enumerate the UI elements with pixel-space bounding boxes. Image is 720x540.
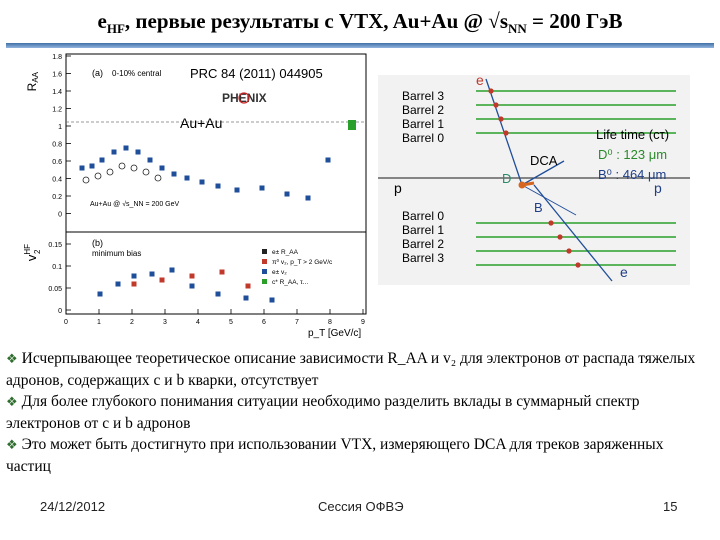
raa-data-points bbox=[80, 146, 331, 201]
legend-entry: e± v₂ bbox=[272, 269, 287, 276]
v2-marker bbox=[244, 296, 249, 301]
v2-red-marker bbox=[132, 282, 137, 287]
raa-marker bbox=[216, 184, 221, 189]
legend-marker bbox=[262, 259, 267, 264]
v2-data-points bbox=[98, 268, 275, 303]
panel-b-frame bbox=[66, 232, 366, 314]
x-tick-label: 9 bbox=[361, 319, 365, 326]
primary-vertex-icon bbox=[519, 182, 526, 189]
bullet-item bbox=[6, 391, 712, 434]
barrel-label-bottom-2: Barrel 2 bbox=[402, 237, 445, 251]
x-tick-label: 5 bbox=[229, 319, 233, 326]
y-ticks-bottom bbox=[48, 242, 71, 315]
slide-title bbox=[0, 0, 720, 42]
electron-label-top: e bbox=[476, 75, 484, 88]
raa-axis-label: RAA bbox=[25, 72, 40, 92]
raa-marker bbox=[80, 166, 85, 171]
raa-marker bbox=[285, 192, 290, 197]
raa-marker bbox=[260, 186, 265, 191]
vtx-diagram-svg bbox=[378, 75, 690, 285]
v2-red-marker bbox=[190, 274, 195, 279]
raa-marker bbox=[326, 158, 331, 163]
barrel-label-top-0: Barrel 3 bbox=[402, 89, 445, 103]
legend-marker bbox=[262, 249, 267, 254]
barrel-label-top-2: Barrel 1 bbox=[402, 117, 445, 131]
panel-b-label: (b) bbox=[92, 238, 103, 248]
v2-red-marker bbox=[246, 284, 251, 289]
y-tick-label: 0 bbox=[58, 308, 62, 315]
y-tick-label: 0.8 bbox=[52, 141, 62, 149]
reference-text: PRC 84 (2011) 044905 bbox=[190, 66, 323, 81]
hit-dot bbox=[557, 234, 562, 239]
dca-label: DCA bbox=[530, 153, 558, 168]
y-tick-label: 0.05 bbox=[48, 286, 62, 293]
track-lower bbox=[534, 185, 612, 281]
legend-entry: e± R_AA bbox=[272, 249, 298, 256]
bullet-item bbox=[6, 348, 712, 391]
v2-marker bbox=[170, 268, 175, 273]
d-meson-label: D bbox=[502, 171, 512, 186]
raa-open-marker bbox=[119, 163, 125, 169]
v2-axis-label: $v^{HF}2$ bbox=[23, 244, 42, 262]
bullet-text: Это может быть достигнуто при использовании VTX, измеряющего DCA для треков заряженных частиц bbox=[6, 436, 664, 475]
x-tick-label: 2 bbox=[130, 319, 134, 326]
slide-footer bbox=[0, 495, 720, 519]
title-sub-nn: NN bbox=[508, 21, 527, 37]
title-e: e bbox=[97, 9, 107, 33]
y-tick-label: 1.8 bbox=[52, 54, 62, 61]
legend-marker bbox=[262, 269, 267, 274]
footer-session: Сессия ОФВЭ bbox=[318, 499, 404, 514]
b-decay-track bbox=[522, 185, 576, 215]
raa-marker bbox=[136, 150, 141, 155]
raa-marker bbox=[112, 150, 117, 155]
bullet-text: Для более глубокого понимания ситуации необходимо разделить вклады в суммарный спектр электронов от c и b адронов bbox=[6, 393, 640, 432]
footer-date: 24/12/2012 bbox=[40, 499, 106, 514]
x-tick-label: 7 bbox=[295, 319, 299, 326]
b0-lifetime: B⁰ : 464 μm bbox=[598, 167, 667, 182]
y-tick-label: 0.1 bbox=[52, 264, 62, 271]
hit-dot bbox=[503, 130, 508, 135]
page-number: 15 bbox=[663, 499, 678, 514]
v2-marker bbox=[116, 282, 121, 287]
hit-dot bbox=[548, 220, 553, 225]
v2-marker bbox=[270, 298, 275, 303]
electron-label-bottom: e bbox=[620, 264, 628, 280]
x-axis-label: p_T [GeV/c] bbox=[308, 328, 362, 339]
barrel-label-bottom-1: Barrel 1 bbox=[402, 223, 445, 237]
y-tick-label: 1.4 bbox=[52, 89, 62, 96]
x-tick-label: 3 bbox=[163, 319, 167, 326]
hit-dot bbox=[493, 102, 498, 107]
legend-entry: c* R_AA, τ... bbox=[272, 279, 309, 286]
y-tick-label: 1.2 bbox=[52, 106, 62, 114]
barrel-label-top-3: Barrel 0 bbox=[402, 131, 445, 145]
title-text: , первые результаты с VTX, Au+Au @ √s bbox=[124, 9, 509, 33]
phenix-logo-text: PHENIX bbox=[222, 91, 267, 105]
normalization-box bbox=[348, 120, 356, 130]
y-ticks-top bbox=[52, 54, 71, 219]
hit-dot bbox=[498, 116, 503, 121]
raa-v2-figure bbox=[22, 48, 372, 344]
hit-dot bbox=[575, 262, 580, 267]
raa-marker bbox=[306, 196, 311, 201]
title-energy: = 200 ГэВ bbox=[526, 9, 623, 33]
y-tick-label: 0.4 bbox=[52, 176, 62, 184]
v2-red-marker bbox=[160, 278, 165, 283]
diamond-bullet-icon: ❖ bbox=[6, 352, 18, 367]
raa-v2-plot-svg bbox=[22, 48, 372, 344]
diamond-bullet-icon: ❖ bbox=[6, 395, 18, 410]
raa-marker bbox=[160, 166, 165, 171]
x-tick-label: 8 bbox=[328, 319, 332, 326]
barrel-label-bottom-3: Barrel 3 bbox=[402, 251, 445, 265]
raa-open-marker bbox=[83, 177, 89, 183]
y-tick-label: 0 bbox=[58, 211, 62, 219]
x-tick-label: 1 bbox=[97, 319, 101, 326]
v2-marker bbox=[132, 274, 137, 279]
legend-entry: π⁰ v₂, p_T > 2 GeV/c bbox=[272, 259, 333, 266]
proton-label-right: p bbox=[654, 180, 662, 196]
x-tick-label: 0 bbox=[64, 319, 68, 326]
raa-open-marker bbox=[95, 173, 101, 179]
lifetime-title: Life time (cτ) bbox=[596, 127, 670, 142]
d0-lifetime: D⁰ : 123 μm bbox=[598, 147, 668, 162]
raa-open-marker bbox=[155, 175, 161, 181]
legend-marker bbox=[262, 279, 267, 284]
proton-label-left: p bbox=[394, 180, 402, 196]
diamond-bullet-icon: ❖ bbox=[6, 438, 18, 453]
y-tick-label: 1 bbox=[58, 124, 62, 131]
bullet-item bbox=[6, 434, 712, 477]
v2-marker bbox=[190, 284, 195, 289]
raa-open-marker bbox=[107, 169, 113, 175]
y-tick-label: 0.6 bbox=[52, 159, 62, 166]
y-tick-label: 0.15 bbox=[48, 242, 62, 249]
panel-b-note: minimum bias bbox=[92, 249, 142, 258]
raa-marker bbox=[185, 176, 190, 181]
raa-marker bbox=[100, 158, 105, 163]
raa-marker bbox=[124, 146, 129, 151]
title-sub-hf: HF bbox=[106, 21, 125, 37]
barrel-label-bottom-0: Barrel 0 bbox=[402, 209, 445, 223]
panel-b-legend bbox=[262, 249, 333, 286]
bullet-text: Исчерпывающее теоретическое описание зависимости R_AA и v₂ для электронов от распада тяжелых адронов, содержащих c и b кварки, отсутствует bbox=[6, 350, 696, 389]
raa-marker bbox=[172, 172, 177, 177]
v2-red-marker bbox=[220, 270, 225, 275]
system-label: Au+Au bbox=[180, 115, 223, 131]
x-tick-label: 6 bbox=[262, 319, 266, 326]
v2-marker bbox=[98, 292, 103, 297]
v2-marker bbox=[150, 272, 155, 277]
raa-marker bbox=[200, 180, 205, 185]
x-tick-label: 4 bbox=[196, 319, 200, 326]
energy-note: Au+Au @ √s_NN = 200 GeV bbox=[90, 201, 180, 208]
hit-dot bbox=[566, 248, 571, 253]
vtx-dca-diagram bbox=[378, 75, 690, 285]
panel-a-note: 0-10% central bbox=[112, 69, 162, 78]
panel-a-label: (a) bbox=[92, 68, 103, 78]
v2-marker bbox=[216, 292, 221, 297]
barrel-label-top-1: Barrel 2 bbox=[402, 103, 445, 117]
y-tick-label: 1.6 bbox=[52, 71, 62, 79]
bullet-list bbox=[6, 348, 712, 477]
raa-open-marker bbox=[131, 165, 137, 171]
raa-marker bbox=[148, 158, 153, 163]
x-ticks bbox=[64, 309, 365, 326]
raa-marker bbox=[90, 164, 95, 169]
raa-open-marker bbox=[143, 169, 149, 175]
raa-marker bbox=[235, 188, 240, 193]
b-meson-label: B bbox=[534, 200, 543, 215]
y-tick-label: 0.2 bbox=[52, 194, 62, 201]
hit-dot bbox=[488, 88, 493, 93]
